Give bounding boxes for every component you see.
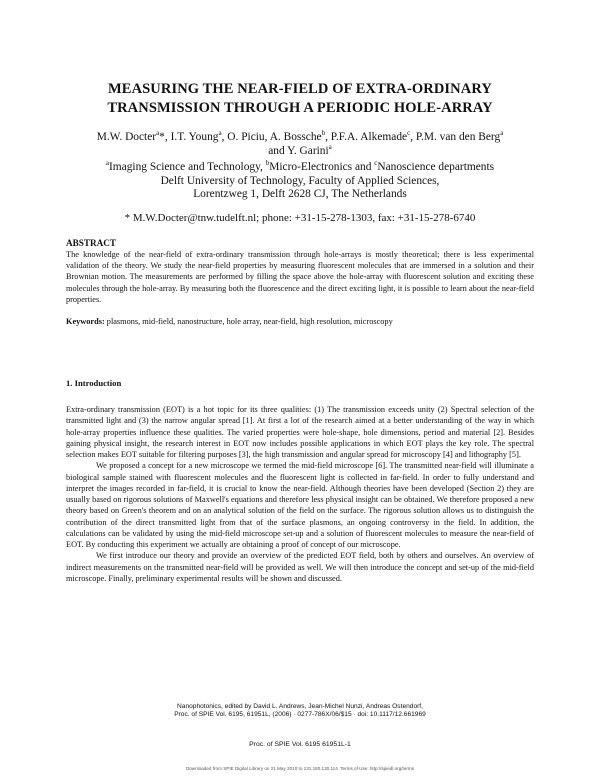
author-name: I.T. Young [170, 131, 219, 143]
author-name: O. Piciu [227, 131, 265, 143]
author-affiliation-mark: a [156, 129, 160, 138]
keywords-text: plasmons, mid-field, nanostructure, hole array, near-field, high resolution, microscopy [106, 317, 393, 326]
author-separator: *, [159, 131, 171, 143]
paragraph: Extra-ordinary transmission (EOT) is a hot topic for its three qualities: (1) The transmission exceeds unity (2) Spectral selection of the transmitted light and (3) the narrow angular spread [1]. At first a lot of the research aimed at a better understanding of the way in which hole-array properties influence these qualities. The varied properties were hole-shape, hole dimensions, period and material [2]. Besides gaining physical insight, the research interest in EOT now includes possible applications in which EOT plays the key role. The spectral selection makes EOT suitable for filtering purposes [3], the high transmission and angular spread for microscopy [4] and lithography [5]. [66, 405, 534, 459]
publication-footnote [120, 703, 480, 720]
footnote-line-2: Proc. of SPIE Vol. 6195, 61951L, (2006) · 0277-786X/06/$15 · doi: 10.1117/12.661969 [174, 711, 426, 719]
author-name: M.W. Docter [96, 131, 157, 143]
affiliation-mark: a [105, 159, 110, 168]
affiliation-line-2: Delft University of Technology, Faculty of Applied Sciences, [160, 174, 440, 187]
affiliation-text: Nanoscience departments [377, 161, 495, 173]
footnote-line-1: Nanophotonics, edited by David L. Andrews, Jean-Michel Nunzi, Andreas Ostendorf, [177, 703, 423, 710]
author-separator: , [264, 131, 270, 143]
affiliation-text: Imaging Science and Technology, [109, 161, 266, 173]
keywords [66, 317, 534, 326]
author-affiliation-mark: c [407, 129, 411, 138]
author-affiliation-mark: b [321, 129, 326, 138]
author-name: A. Bossche [269, 131, 322, 143]
affiliation-mark: c [374, 159, 378, 168]
affiliations [40, 161, 560, 202]
affiliation-mark: b [265, 159, 270, 168]
author-separator: , [221, 131, 228, 143]
paragraph: We first introduce our theory and provide an overview of the predicted EOT field, both by others and ourselves. An overview of indirect measurements on the transmitted near-field will be provided as well. We will then introduce the concept and set-up of the mid-field microscope. Finally, preliminary experimental results will be shown and discussed. [66, 551, 534, 583]
section-body [66, 404, 534, 584]
download-notice: Downloaded from SPIE Digital Library on 21 May 2010 to 131.180.130.114. Terms of Use: http://spiedl.org/terms [185, 766, 415, 771]
contact-info: * M.W.Docter@tnw.tudelft.nl; phone: +31-15-278-1303, fax: +31-15-278-6740 [124, 212, 476, 224]
paper-title [40, 80, 560, 118]
title-line-2: TRANSMISSION THROUGH A PERIODIC HOLE-ARRAY [107, 100, 493, 116]
abstract-heading: ABSTRACT [66, 238, 117, 248]
author-list [40, 131, 560, 158]
affiliation-line-3: Lorentzweg 1, Delft 2628 CJ, The Netherlands [193, 188, 407, 201]
author-separator: , [325, 131, 331, 143]
author-affiliation-mark: a [328, 142, 332, 151]
author-name: P.F.A. Alkemade [330, 131, 408, 143]
affiliation-text: Micro-Electronics and [269, 161, 375, 173]
abstract-text: The knowledge of the near-field of extra-ordinary transmission through hole-arrays is mostly theoretical; there is less experimental validation of the theory. We study the near-field properties by measuring fluorescent molecules that are immersed in a solution and their Brownian motion. The measurements are performed by filling the space above the hole-array with fluorescent solution and exciting these molecules through the hole-array. By measuring both the fluorescence and the direct exciting light, it is possible to learn about the near-field properties. [66, 250, 534, 304]
author-affiliation-mark: a [218, 129, 222, 138]
section-heading: 1. Introduction [66, 378, 122, 388]
title-line-1: MEASURING THE NEAR-FIELD OF EXTRA-ORDINARY [108, 81, 492, 97]
author-affiliation-mark: a [500, 129, 504, 138]
page-number: Proc. of SPIE Vol. 6195 61951L-1 [249, 741, 351, 748]
keywords-label: Keywords: [66, 317, 105, 326]
author-separator: , [410, 131, 416, 143]
author-name: and Y. Garini [268, 144, 329, 157]
author-name: P.M. van den Berg [415, 131, 501, 143]
paragraph: We proposed a concept for a new microscope we termed the mid-field microscope [6]. The transmitted near-field will illuminate a biological sample stained with fluorescent molecules and the fluorescent light is collected in far-field. In order to fully understand and interpret the images recorded in far-field, it is crucial to know the near-field. Although theories have been developed (Section 2) they are usually based on rigorous solutions of Maxwell's equations and therefore less physical insight can be obtained. We therefore proposed a new theory based on Green's theorem and on an analytical solution of the field on the surface. The rigorous solution allows us to distinguish the contribution of the direct transmitted light from that of the surface plasmons, an ongoing controversy in the field. In addition, the calculations can be validated by using the mid-field microscope set-up and a solution of fluorescent molecules to measure the near-field of EOT. By conducting this experiment we actually are obtaining a proof of concept of our microscope. [66, 461, 534, 549]
